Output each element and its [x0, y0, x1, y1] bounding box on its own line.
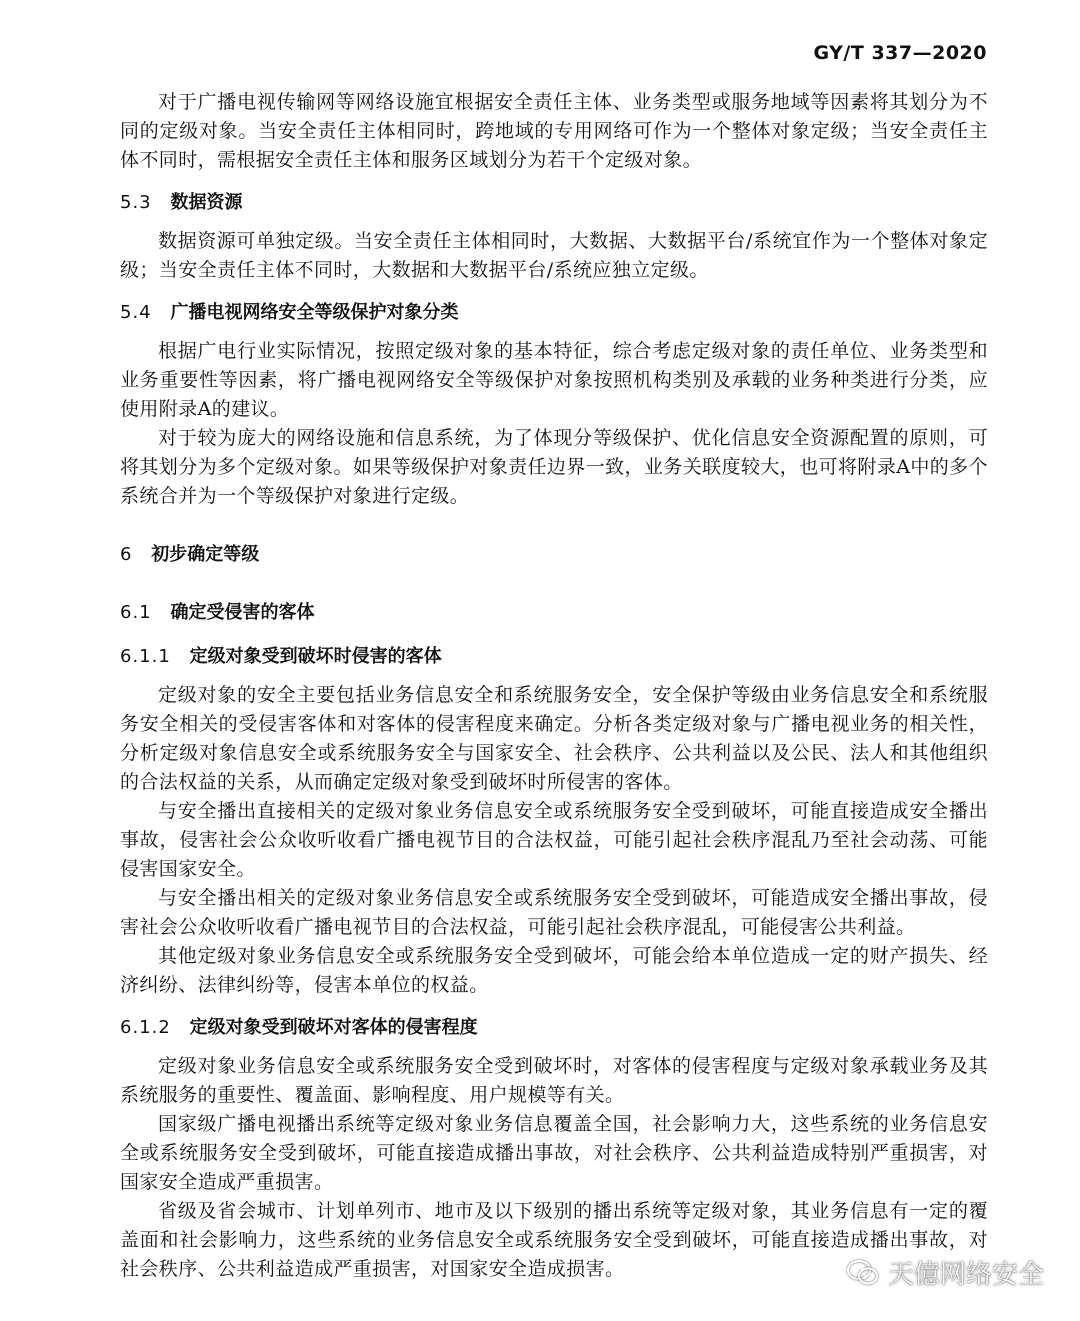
- section-heading-5-3: [120, 189, 988, 217]
- section-heading-6-1: [120, 599, 988, 627]
- section-number: 6.1.2: [120, 1017, 171, 1038]
- section-title: 确定受侵害的客体: [170, 602, 315, 623]
- section-number: 5.3: [120, 192, 152, 213]
- paragraph: 对于广播电视传输网等网络设施宜根据安全责任主体、业务类型或服务地域等因素将其划分为不同的定级对象。当安全责任主体相同时，跨地域的专用网络可作为一个整体对象定级；当安全责任主体不同时，需根据安全责任主体和服务区域划分为若干个定级对象。: [120, 91, 988, 171]
- chapter-heading-6: [120, 541, 988, 569]
- section-number: 6.1: [120, 602, 152, 623]
- paragraph: 定级对象的安全主要包括业务信息安全和系统服务安全，安全保护等级由业务信息安全和系统服务安全相关的受侵害客体和对客体的侵害程度来确定。分析各类定级对象与广播电视业务的相关性，分析定级对象信息安全或系统服务安全与国家安全、社会秩序、公共利益以及公民、法人和其他组织的合法权益的关系，从而确定定级对象受到破坏时所侵害的客体。: [120, 684, 988, 793]
- standard-code: GY/T 337—2020: [813, 42, 987, 64]
- paragraph: 其他定级对象业务信息安全或系统服务安全受到破坏，可能会给本单位造成一定的财产损失、经济纠纷、法律纠纷等，侵害本单位的权益。: [120, 945, 988, 996]
- paragraph: 数据资源可单独定级。当安全责任主体相同时，大数据、大数据平台/系统宜作为一个整体对象定级；当安全责任主体不同时，大数据和大数据平台/系统应独立定级。: [120, 230, 988, 281]
- paragraph: 与安全播出相关的定级对象业务信息安全或系统服务安全受到破坏，可能造成安全播出事故，侵害社会公众收听收看广播电视节目的合法权益，可能引起社会秩序混乱，可能侵害公共利益。: [120, 887, 988, 938]
- document-body: [120, 88, 988, 1284]
- chapter-number: 6: [120, 544, 133, 565]
- section-title: 广播电视网络安全等级保护对象分类: [170, 302, 459, 323]
- paragraph: 根据广电行业实际情况，按照定级对象的基本特征，综合考虑定级对象的责任单位、业务类型和业务重要性等因素，将广播电视网络安全等级保护对象按照机构类别及承载的业务种类进行分类，应使用附录A的建议。: [120, 340, 988, 420]
- paragraph: 省级及省会城市、计划单列市、地市及以下级别的播出系统等定级对象，其业务信息有一定的覆盖面和社会影响力，这些系统的业务信息安全或系统服务安全受到破坏，可能直接造成播出事故，对社会秩序、公共利益造成严重损害，对国家安全造成损害。: [120, 1200, 988, 1280]
- section-title: 数据资源: [170, 192, 243, 213]
- section-number: 6.1.1: [120, 646, 171, 667]
- section-title: 定级对象受到破坏对客体的侵害程度: [189, 1017, 478, 1038]
- watermark: [846, 1254, 1044, 1291]
- section-heading-6-1-1: [120, 643, 988, 671]
- paragraph: 对于较为庞大的网络设施和信息系统，为了体现分等级保护、优化信息安全资源配置的原则，可将其划分为多个定级对象。如果等级保护对象责任边界一致，业务关联度较大，也可将附录A中的多个系统合并为一个等级保护对象进行定级。: [120, 427, 988, 507]
- section-title: 定级对象受到破坏时侵害的客体: [189, 646, 442, 667]
- wechat-icon: [846, 1258, 880, 1288]
- chapter-title: 初步确定等级: [151, 544, 260, 565]
- section-heading-5-4: [120, 299, 988, 327]
- paragraph: 定级对象业务信息安全或系统服务安全受到破坏时，对客体的侵害程度与定级对象承载业务及其系统服务的重要性、覆盖面、影响程度、用户规模等有关。: [120, 1055, 988, 1106]
- section-heading-6-1-2: [120, 1014, 988, 1042]
- paragraph: 国家级广播电视播出系统等定级对象业务信息覆盖全国，社会影响力大，这些系统的业务信息安全或系统服务安全受到破坏，可能直接造成播出事故，对社会秩序、公共利益造成特别严重损害，对国家安全造成严重损害。: [120, 1113, 988, 1193]
- watermark-text: 天億网络安全: [887, 1260, 1044, 1290]
- section-number: 5.4: [120, 302, 152, 323]
- paragraph: 与安全播出直接相关的定级对象业务信息安全或系统服务安全受到破坏，可能直接造成安全播出事故，侵害社会公众收听收看广播电视节目的合法权益，可能引起社会秩序混乱乃至社会动荡、可能侵害国家安全。: [120, 800, 988, 880]
